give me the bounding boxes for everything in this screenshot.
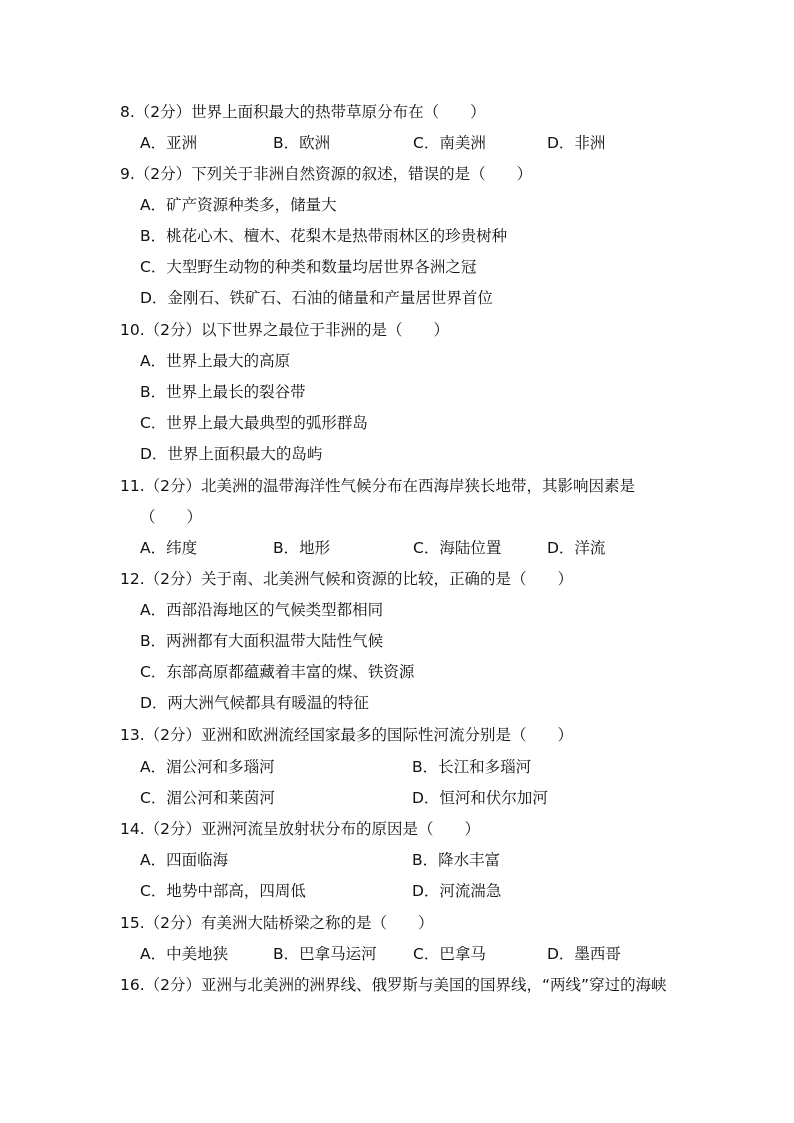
question-12-option-d: D．两大洲气候都具有暖温的特征 <box>140 694 369 712</box>
option-a: A．亚洲 <box>140 134 198 152</box>
question-11-stem-continued: （ ） <box>140 508 203 526</box>
question-10-option-a: A．世界上最大的高原 <box>140 352 291 370</box>
option-a: A．纬度 <box>140 539 198 557</box>
question-8-options <box>140 131 740 155</box>
option-b: B．长江和多瑙河 <box>412 758 532 776</box>
question-11-stem: 11.（2分）北美洲的温带海洋性气候分布在西海岸狭长地带，其影响因素是 <box>120 477 636 495</box>
option-a: A．四面临海 <box>140 851 229 869</box>
question-9-option-d: D．金刚石、铁矿石、石油的储量和产量居世界首位 <box>140 289 493 307</box>
option-b: B．欧洲 <box>273 134 331 152</box>
question-10-option-c: C．世界上最大最典型的弧形群岛 <box>140 414 368 432</box>
question-9-option-b: B．桃花心木、檀木、花梨木是热带雨林区的珍贵树种 <box>140 227 508 245</box>
option-b: B．巴拿马运河 <box>273 945 377 963</box>
question-10-option-d: D．世界上面积最大的岛屿 <box>140 445 323 463</box>
question-14-stem: 14.（2分）亚洲河流呈放射状分布的原因是（ ） <box>120 820 481 838</box>
option-a: A．湄公河和多瑙河 <box>140 758 275 776</box>
question-13-options-row-2 <box>140 786 740 810</box>
option-d: D．非洲 <box>547 134 606 152</box>
option-d: D．河流湍急 <box>412 882 502 900</box>
question-14-options-row-1 <box>140 848 740 872</box>
option-b: B．降水丰富 <box>412 851 501 869</box>
question-9-option-c: C．大型野生动物的种类和数量均居世界各洲之冠 <box>140 258 477 276</box>
question-8-stem: 8.（2分）世界上面积最大的热带草原分布在（ ） <box>120 103 486 121</box>
question-10-option-b: B．世界上最长的裂谷带 <box>140 383 306 401</box>
option-a: A．中美地狭 <box>140 945 229 963</box>
question-10-stem: 10.（2分）以下世界之最位于非洲的是（ ） <box>120 321 450 339</box>
question-12-option-b: B．两洲都有大面积温带大陆性气候 <box>140 632 384 650</box>
option-d: D．恒河和伏尔加河 <box>412 789 548 807</box>
question-15-options <box>140 942 740 966</box>
question-12-option-a: A．西部沿海地区的气候类型都相同 <box>140 601 384 619</box>
option-c: C．地势中部高，四周低 <box>140 882 306 900</box>
question-12-option-c: C．东部高原都蕴藏着丰富的煤、铁资源 <box>140 663 415 681</box>
option-c: C．海陆位置 <box>413 539 502 557</box>
question-9-option-a: A．矿产资源种类多，储量大 <box>140 196 337 214</box>
option-c: C．南美洲 <box>413 134 486 152</box>
option-c: C．巴拿马 <box>413 945 486 963</box>
option-b: B．地形 <box>273 539 331 557</box>
option-c: C．湄公河和莱茵河 <box>140 789 275 807</box>
question-9-stem: 9.（2分）下列关于非洲自然资源的叙述，错误的是（ ） <box>120 165 533 183</box>
question-16-stem: 16.（2分）亚洲与北美洲的洲界线、俄罗斯与美国的国界线，“两线”穿过的海峡 <box>120 976 667 994</box>
question-15-stem: 15.（2分）有美洲大陆桥梁之称的是（ ） <box>120 914 434 932</box>
option-d: D．墨西哥 <box>547 945 621 963</box>
question-13-options-row-1 <box>140 755 740 779</box>
question-12-stem: 12.（2分）关于南、北美洲气候和资源的比较，正确的是（ ） <box>120 570 574 588</box>
option-d: D．洋流 <box>547 539 606 557</box>
question-13-stem: 13.（2分）亚洲和欧洲流经国家最多的国际性河流分别是（ ） <box>120 726 574 744</box>
question-11-options <box>140 536 740 560</box>
question-14-options-row-2 <box>140 879 740 903</box>
